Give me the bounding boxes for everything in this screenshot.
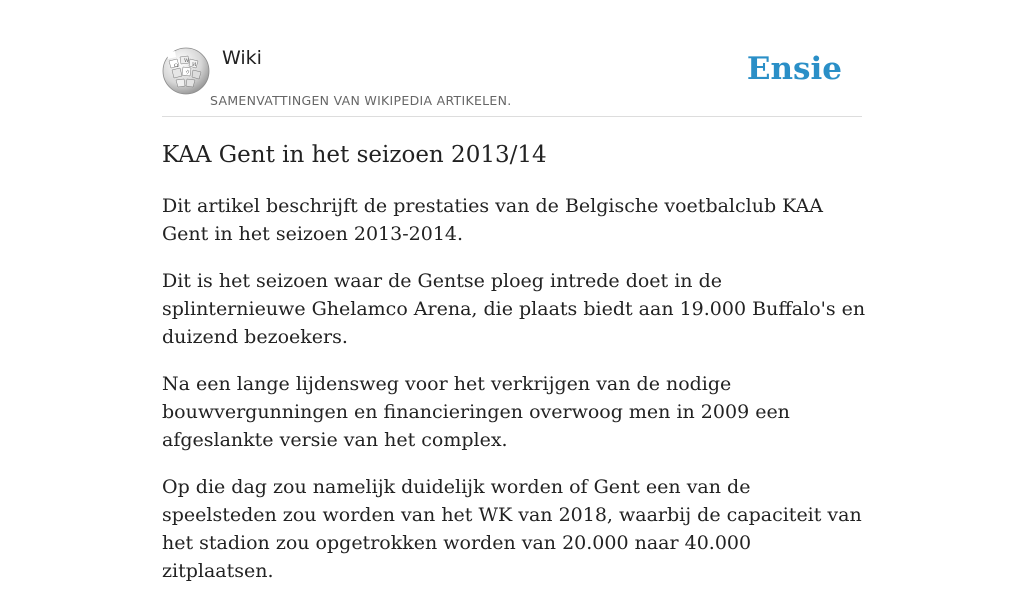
paragraph: Na een lange lijdensweg voor het verkrijgen van de nodige bouwvergunningen en financieringen overwoog men in 2009 een afgeslankte versie van het complex. (162, 373, 790, 451)
svg-text:ウ: ウ (185, 70, 191, 76)
svg-text:W: W (184, 58, 190, 64)
wikipedia-globe-icon[interactable] (162, 47, 210, 95)
paragraph: Dit artikel beschrijft de prestaties van de Belgische voetbalclub KAA Gent in het seizoen 2013-2014. (162, 195, 824, 245)
site-header (162, 40, 862, 117)
svg-text:Ω: Ω (174, 63, 179, 69)
paragraph: Op die dag zou namelijk duidelijk worden of Gent een van de speelsteden zou worden van het WK van 2018, waarbij de capaciteit van het stadion zou opgetrokken worden van 20.000 naar 40.000 zitplaatsen. (162, 476, 862, 582)
site-tagline: SAMENVATTINGEN VAN WIKIPEDIA ARTIKELEN. (210, 93, 512, 108)
article-body (162, 192, 867, 604)
site-name[interactable]: Wiki (222, 47, 262, 69)
page-title: KAA Gent in het seizoen 2013/14 (162, 142, 547, 168)
svg-text:И: И (192, 62, 197, 68)
brand-logo[interactable]: Ensie (746, 51, 842, 87)
paragraph: Dit is het seizoen waar de Gentse ploeg intrede doet in de splinternieuwe Ghelamco Arena, die plaats biedt aan 19.000 Buffalo's en duizend bezoekers. (162, 270, 866, 348)
